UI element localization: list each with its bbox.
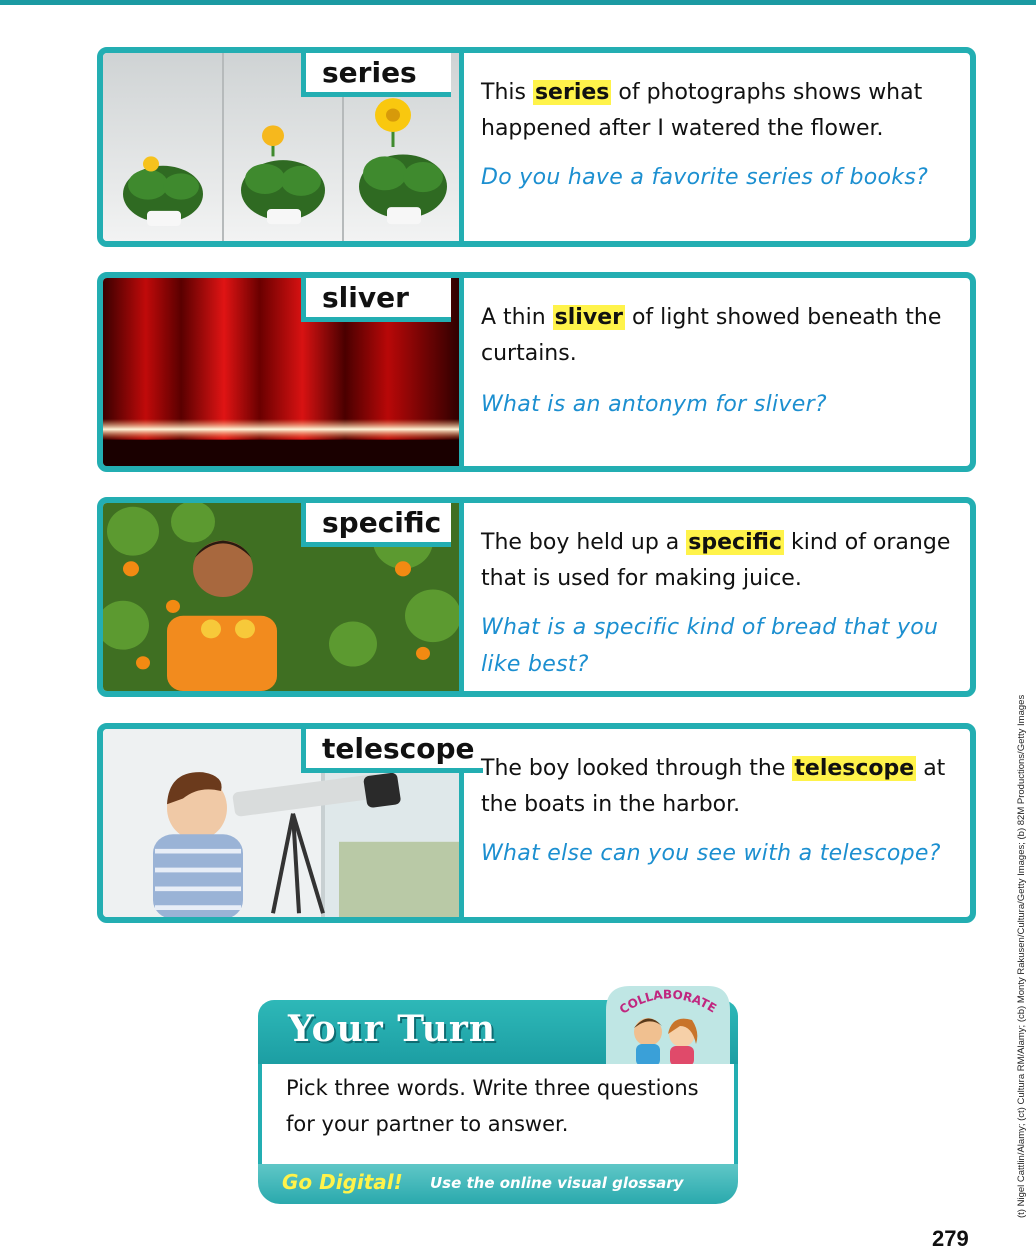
highlighted-word: sliver xyxy=(554,305,623,330)
discussion-question: What is a specific kind of bread that you like best? xyxy=(481,615,939,677)
vocab-word: telescope xyxy=(301,729,483,773)
vocab-word: series xyxy=(301,53,451,97)
discussion-question: Do you have a favorite series of books? xyxy=(481,165,929,190)
visual-glossary-link[interactable]: Use the online visual glossary xyxy=(430,1174,684,1192)
your-turn-box xyxy=(258,980,738,1212)
vocab-word: sliver xyxy=(301,278,451,322)
highlighted-word: specific xyxy=(688,530,782,555)
go-digital-bar[interactable] xyxy=(258,1164,738,1204)
highlighted-word: series xyxy=(534,80,610,105)
go-digital-label: Go Digital! xyxy=(282,1170,403,1194)
vocab-card-telescope xyxy=(97,723,976,923)
card-divider xyxy=(459,278,464,466)
card-divider xyxy=(459,53,464,241)
example-sentence: The boy looked through the telescope at the boats in the harbor. xyxy=(481,756,946,817)
top-rule xyxy=(0,0,1036,5)
card-divider xyxy=(459,503,464,691)
your-turn-body xyxy=(258,1064,738,1164)
vocab-card-sliver xyxy=(97,272,976,472)
example-sentence: This series of photographs shows what happened after I watered the flower. xyxy=(481,80,923,141)
vocab-word: specific xyxy=(301,503,451,547)
vocab-card-specific xyxy=(97,497,976,697)
discussion-question: What else can you see with a telescope? xyxy=(481,841,941,866)
example-sentence: A thin sliver of light showed beneath the curtains. xyxy=(481,305,942,366)
highlighted-word: telescope xyxy=(794,756,915,781)
your-turn-title: Your Turn xyxy=(288,1008,497,1050)
discussion-question: What is an antonym for sliver? xyxy=(481,392,827,417)
photo-credits: (t) Nigel Cattlin/Alamy; (ct) Cultura RM/Alamy; (cb) Monty Rakusen/Cultura/Getty Images; (b) 82M Productions/Getty Images xyxy=(1016,694,1027,1218)
collaborate-badge xyxy=(596,980,736,1070)
vocab-card-series xyxy=(97,47,976,247)
example-sentence: The boy held up a specific kind of orange that is used for making juice. xyxy=(481,530,951,591)
your-turn-instructions: Pick three words. Write three questions for your partner to answer. xyxy=(286,1076,699,1136)
page-number: 279 xyxy=(932,1226,969,1251)
collaborate-label: COLLABORATE xyxy=(616,987,719,1017)
